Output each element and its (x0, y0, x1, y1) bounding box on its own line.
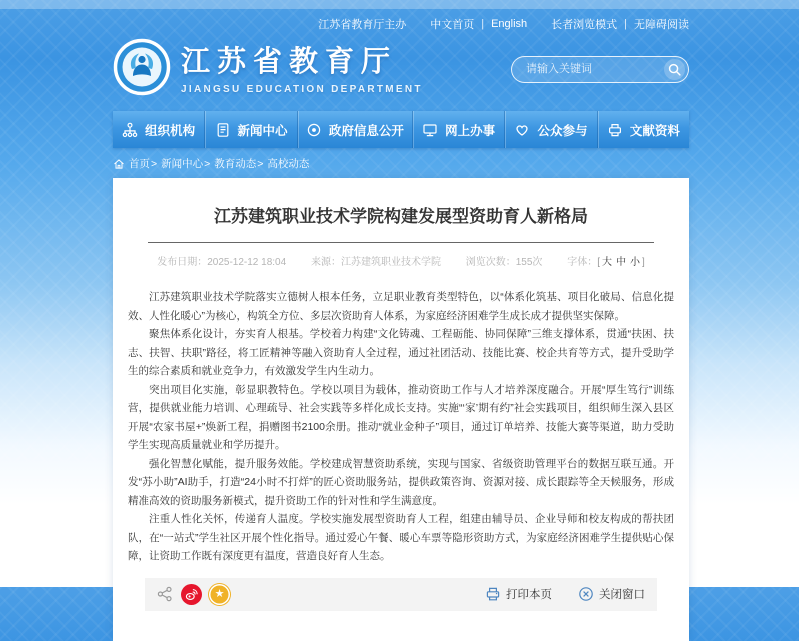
nav-item-public-participation[interactable] (504, 111, 596, 148)
nav-label: 组织机构 (145, 123, 196, 138)
department-emblem-icon (113, 38, 171, 96)
site-name-cn: 江苏省教育厅 (181, 46, 398, 78)
nav-label: 公众参与 (537, 123, 588, 138)
article-source: 来源：江苏建筑职业技术学院 (310, 257, 441, 268)
paragraph: 突出项目化实施，彰显职教特色。学校以项目为载体，推动资助工作与人才培养深度融合。开展“厚生笃行”训练营，提供就业能力培训、心理疏导、社会实践等多样化成长支持。实施“‘家’期有约”社会实践项目，组织师生深入县区开展“农家书屋+”焕新工程，捐赠图书2100余册。推动“就业金种子”项目，通过订单培养、技能大赛等渠道，助力受助学生实现高质量就业和学历提升。 (128, 383, 674, 451)
article-title: 江苏建筑职业技术学院构建发展型资助育人新格局 (214, 207, 588, 226)
close-label: 关闭窗口 (599, 589, 645, 601)
breadcrumb (113, 156, 689, 171)
nav-label: 文献资料 (629, 123, 680, 138)
breadcrumb-separator: > (151, 157, 158, 170)
nav-item-online-service[interactable] (412, 111, 504, 148)
star-icon: ★ (214, 587, 225, 600)
publish-date: 发布日期：2025-12-12 18:04 (157, 257, 287, 268)
header (113, 38, 689, 96)
topbar-link-accessibility[interactable]: 无障碍阅读 (634, 19, 689, 31)
info-disclosure-icon (306, 122, 322, 138)
site-logo[interactable] (113, 38, 423, 96)
article-body (128, 288, 674, 566)
home-icon (113, 158, 125, 170)
paragraph: 聚焦体系化设计，夯实育人根基。学校着力构建“文化铸魂、工程砺能、协同保障”三维支撑体系，贯通“扶困、扶志、扶智、扶职”路径，将工匠精神等融入资助育人全过程，通过社团活动、技能比赛、校企共育等方式，提升受助学生的综合素质和就业竞争力，有效激发学生内生动力。 (128, 328, 674, 377)
site-name-en: JIANGSU EDUCATION DEPARTMENT (181, 84, 423, 95)
search-button[interactable] (664, 59, 685, 80)
font-size-large-button[interactable]: 大 (602, 257, 612, 268)
nav-item-news-center[interactable] (204, 111, 296, 148)
nav-label: 网上办事 (445, 123, 496, 138)
news-icon (215, 122, 231, 138)
nav-item-organization[interactable] (113, 111, 204, 148)
font-size-medium-button[interactable]: 中 (616, 257, 626, 268)
bracket: ] (642, 257, 645, 268)
printer-icon (485, 586, 506, 602)
online-service-icon (422, 122, 438, 138)
print-label: 打印本页 (506, 589, 552, 601)
article-actions (485, 586, 645, 602)
article-meta (128, 253, 674, 268)
nav-item-info-disclosure[interactable] (297, 111, 412, 148)
search-box (511, 56, 689, 83)
topbar-divider: | (624, 18, 627, 30)
topbar (113, 0, 689, 32)
topbar-link-english[interactable]: English (491, 18, 528, 30)
article-card (113, 178, 689, 641)
title-divider (148, 242, 654, 243)
org-chart-icon (122, 122, 138, 138)
main-nav (113, 111, 689, 148)
heart-icon (514, 122, 530, 138)
bracket: [ (597, 257, 600, 268)
font-size-small-button[interactable]: 小 (630, 257, 640, 268)
article-footer-bar (145, 578, 657, 611)
topbar-link-host[interactable]: 江苏省教育厅主办 (318, 19, 407, 31)
breadcrumb-home[interactable]: 首页 (129, 158, 150, 170)
breadcrumb-college-news[interactable]: 高校动态 (267, 158, 310, 170)
documents-icon (607, 122, 623, 138)
nav-label: 新闻中心 (237, 123, 288, 138)
logo-text (181, 39, 423, 95)
font-size-label: 字体： (567, 257, 598, 268)
close-circle-icon (578, 586, 599, 602)
breadcrumb-separator: > (257, 157, 264, 170)
nav-label: 政府信息公开 (328, 123, 404, 138)
paragraph: 注重人性化关怀，传递育人温度。学校实施发展型资助育人工程，组建由辅导员、企业导师和校友构成的帮扶团队，在“一站式”学生社区开展个性化指导。通过爱心午餐、暖心车票等隐形资助方式，为家庭经济困难学生提供贴心保障，让资助工作既有深度更有温度，营造良好育人生态。 (128, 513, 674, 562)
print-page-button[interactable] (485, 586, 552, 602)
topbar-link-chinese-home[interactable]: 中文首页 (430, 19, 475, 31)
page-column (113, 0, 689, 641)
topbar-divider: | (481, 18, 485, 30)
close-window-button[interactable] (578, 586, 645, 602)
view-count: 浏览次数：155次 (465, 257, 543, 268)
paragraph: 江苏建筑职业技术学院落实立德树人根本任务，立足职业教育类型特色，以“体系化筑基、项目化破局、信息化提效、人性化暖心”为核心，构筑全方位、多层次资助育人体系，为家庭经济困难学生成长成才提供坚实保障。 (128, 291, 674, 322)
search-input[interactable] (524, 62, 664, 76)
nav-item-documents[interactable] (597, 111, 689, 148)
breadcrumb-separator: > (204, 157, 211, 170)
paragraph: 强化智慧化赋能，提升服务效能。学校建成智慧资助系统，实现与国家、省级资助管理平台的数据互联互通。开发“苏小助”AI助手，打造“24小时不打烊”的匠心资助服务站，提供政策咨询、资源对接、成长跟踪等全天候服务，形成精准高效的资助服务新模式，提升资助工作的针对性和学生满意度。 (128, 457, 674, 507)
font-size-control (567, 257, 645, 268)
share-icon[interactable] (157, 586, 173, 602)
search-icon (668, 63, 681, 76)
topbar-link-elder-mode[interactable]: 长者浏览模式 (551, 19, 618, 31)
breadcrumb-news-center[interactable]: 新闻中心 (161, 158, 204, 170)
breadcrumb-education-news[interactable]: 教育动态 (214, 158, 257, 170)
